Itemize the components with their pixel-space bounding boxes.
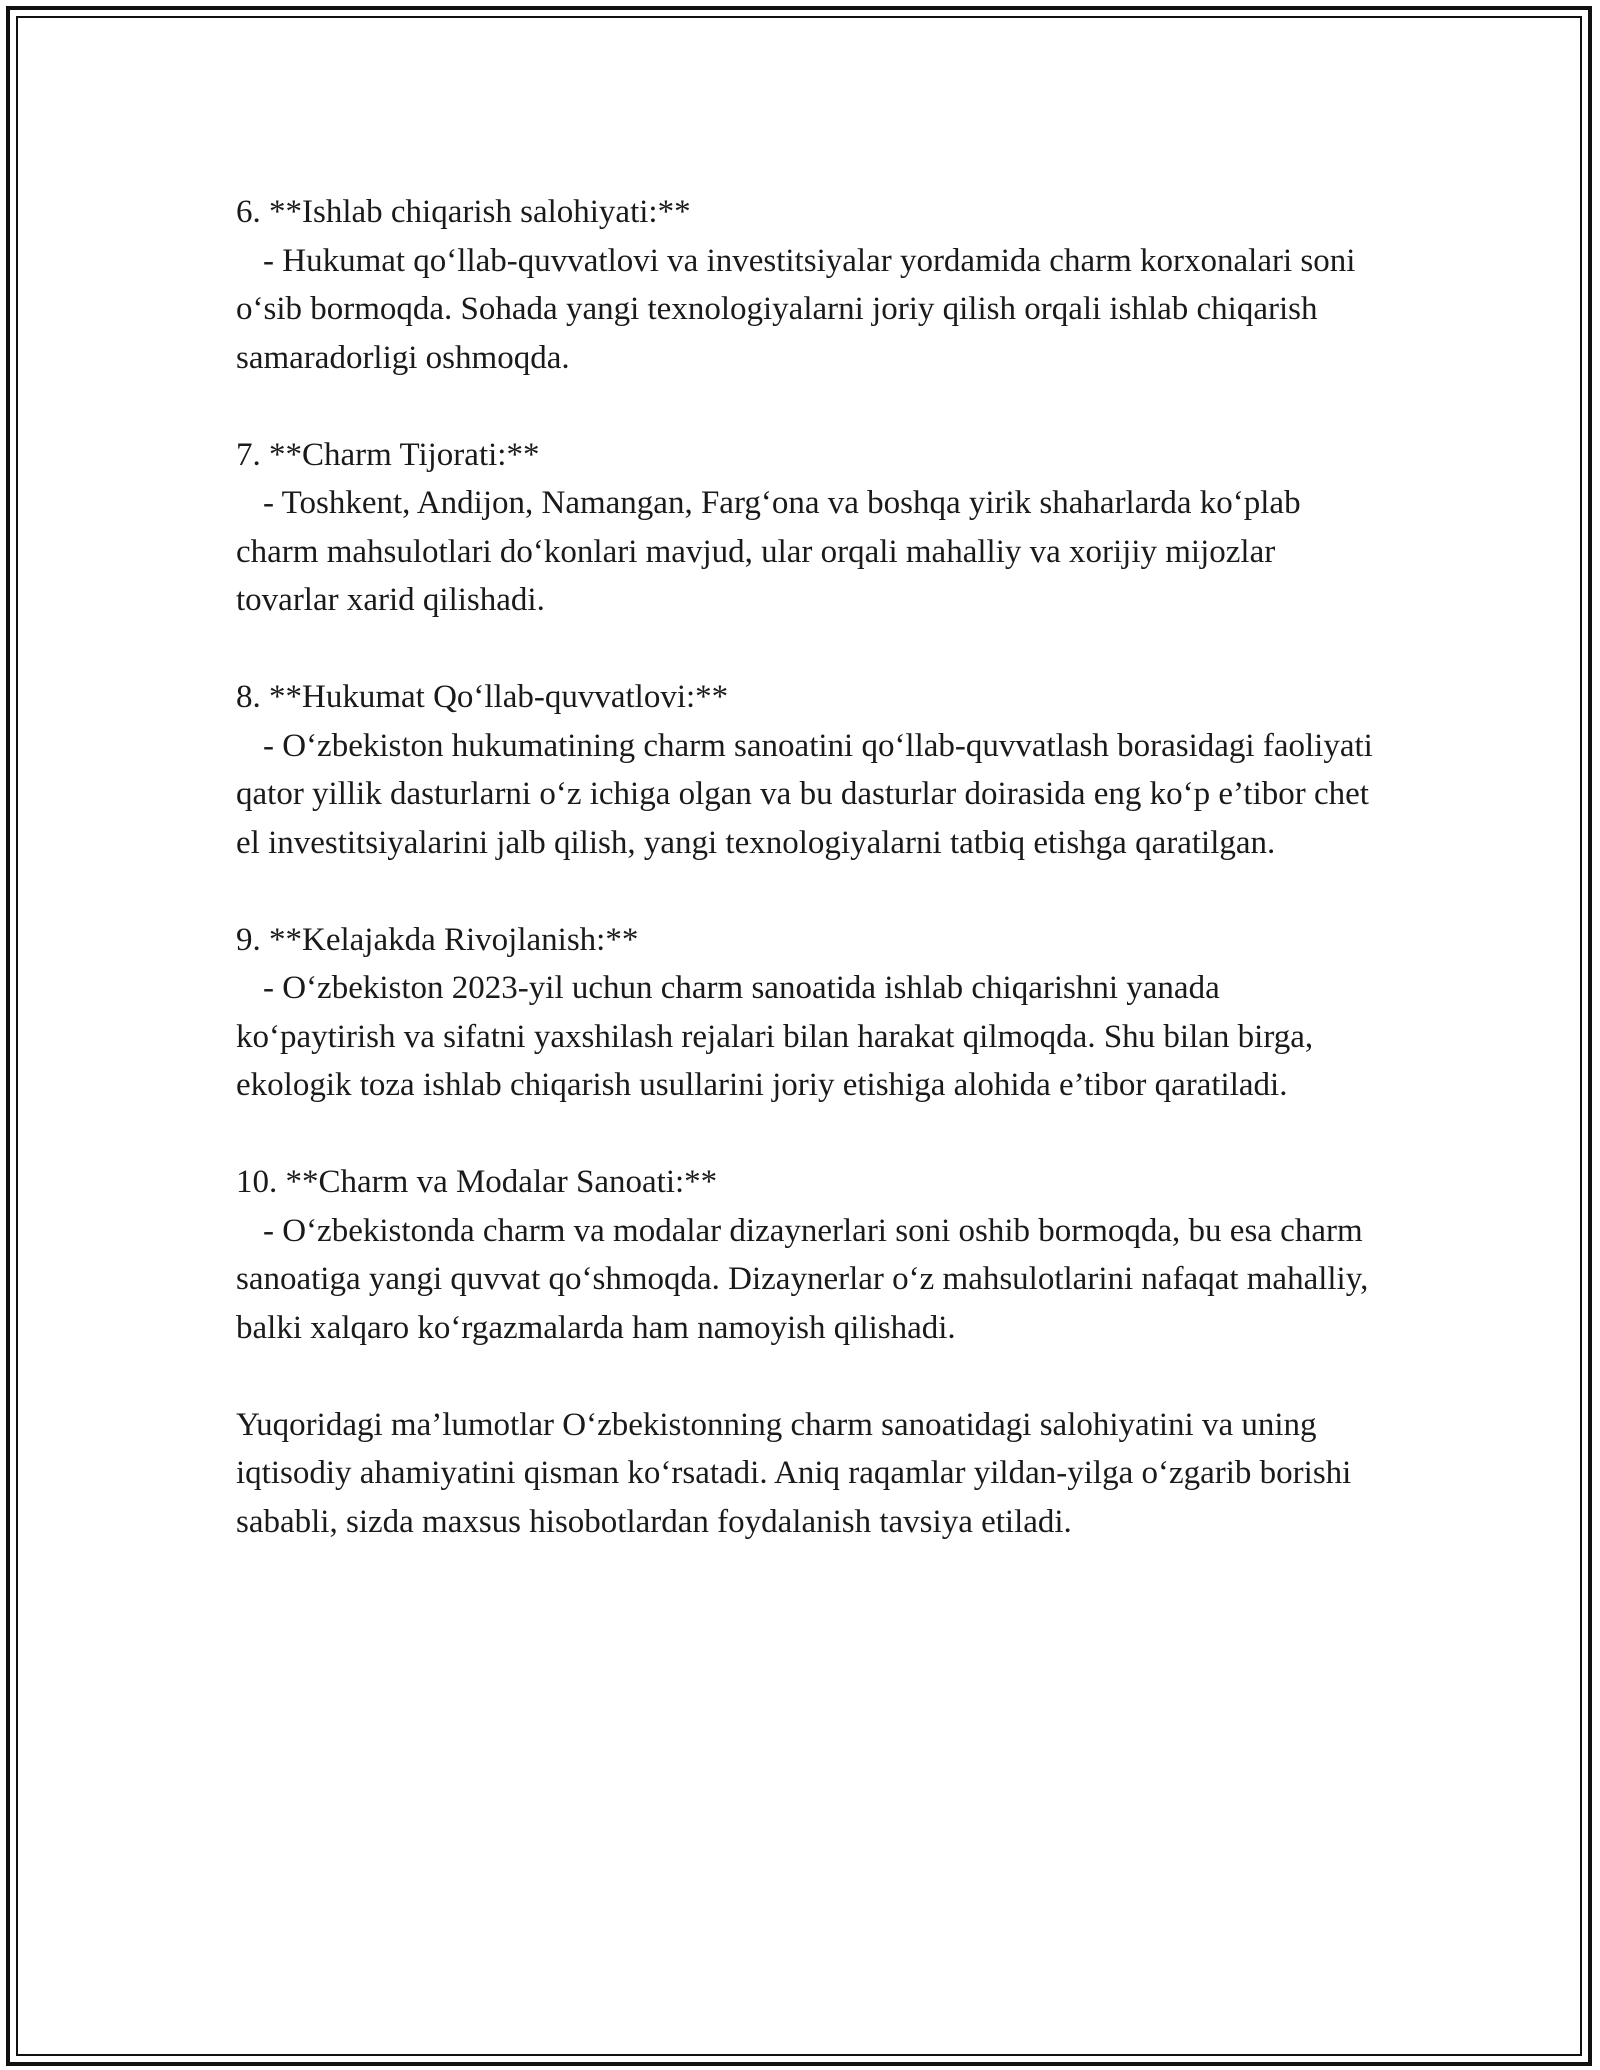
- section-heading: 10. **Charm va Modalar Sanoati:**: [236, 1164, 718, 1200]
- document-body: [236, 188, 1386, 1546]
- section-6: [236, 188, 1386, 382]
- section-heading: 6. **Ishlab chiqarish salohiyati:**: [236, 194, 691, 230]
- section-paragraph: - O‘zbekiston hukumatining charm sanoatini qo‘llab-quvvatlash borasidagi faoliyati qator yillik dasturlarni o‘z ichiga olgan va bu dasturlar doirasida eng ko‘p e’tibor chet el investitsiyalarini jalb qilish, yangi texnologiyalarni tatbiq etishga qaratilgan.: [236, 727, 1373, 861]
- section-heading: 7. **Charm Tijorati:**: [236, 436, 540, 473]
- section-paragraph: - Hukumat qo‘llab-quvvatlovi va investitsiyalar yordamida charm korxonalari soni o‘sib bormoqda. Sohada yangi texnologiyalarni joriy qilish orqali ishlab chiqarish samaradorligi oshmoqda.: [236, 242, 1356, 376]
- section-10: [236, 1158, 1386, 1352]
- section-paragraph: - Toshkent, Andijon, Namangan, Farg‘ona va boshqa yirik shaharlarda ko‘plab charm mahsulotlari do‘konlari mavjud, ular orqali mahalliy va xorijiy mijozlar tovarlar xarid qilishadi.: [236, 485, 1301, 618]
- section-heading: 9. **Kelajakda Rivojlanish:**: [236, 921, 639, 958]
- section-paragraph: - O‘zbekistonda charm va modalar dizaynerlari soni oshib bormoqda, bu esa charm sanoatiga yangi quvvat qo‘shmoqda. Dizaynerlar o‘z mahsulotlarini nafaqat mahalliy, balki xalqaro ko‘rgazmalarda ham namoyish qilishadi.: [236, 1212, 1369, 1346]
- section-7: [236, 431, 1386, 625]
- section-9: [236, 916, 1386, 1110]
- section-heading: 8. **Hukumat Qo‘llab-quvvatlovi:**: [236, 679, 729, 715]
- section-paragraph: - O‘zbekiston 2023-yil uchun charm sanoatida ishlab chiqarishni yanada ko‘paytirish va sifatni yaxshilash rejalari bilan harakat qilmoqda. Shu bilan birga, ekologik toza ishlab chiqarish usullarini joriy etishiga alohida e’tibor qaratiladi.: [236, 970, 1314, 1103]
- closing-paragraph: Yuqoridagi ma’lumotlar O‘zbekistonning charm sanoatidagi salohiyatini va uning iqtisodiy ahamiyatini qisman ko‘rsatadi. Aniq raqamlar yildan-yilga o‘zgarib borishi sababli, sizda maxsus hisobotlardan foydalanish tavsiya etiladi.: [236, 1406, 1352, 1540]
- section-8: [236, 673, 1386, 867]
